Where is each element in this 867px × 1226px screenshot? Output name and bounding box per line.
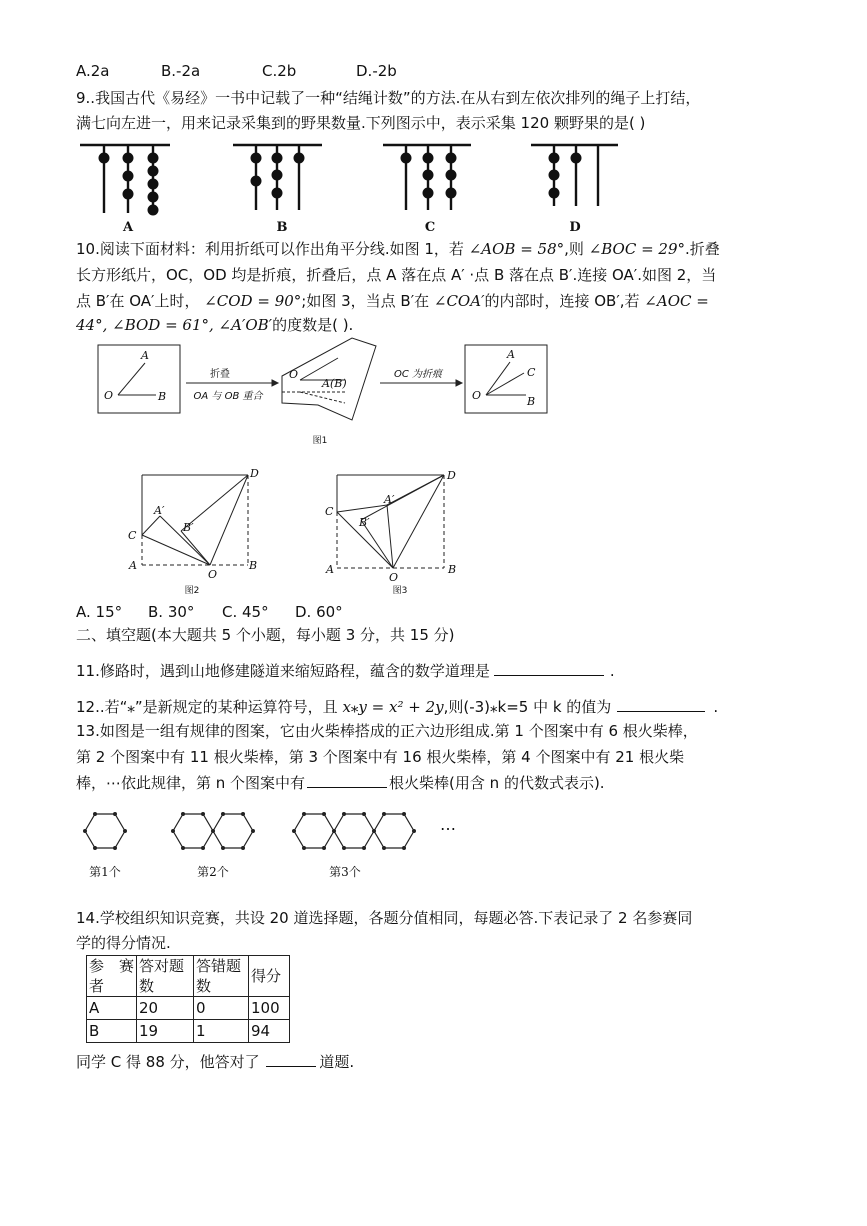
q9-line-2: 满七向左进一，用来记录采集到的野果数量.下列图示中，表示采集 120 颗野果的是( ): [76, 114, 646, 132]
table-cell: 1: [194, 1020, 249, 1043]
fig1-pt-o2: O: [289, 368, 299, 381]
q10-text-3c: 的内部时，连接 OB′,若: [484, 292, 645, 310]
table-row: [87, 997, 290, 1020]
fig1-caption: 图1: [312, 436, 328, 446]
fig1-crease-label: OC 为折痕: [393, 369, 443, 380]
q12-end: .: [713, 698, 719, 716]
q14-tail: [76, 1051, 796, 1073]
fig1-pt-b: B: [158, 390, 167, 403]
q8-option-c: C.2b: [262, 62, 297, 80]
q10-text-4b: 的度数是( ).: [272, 316, 354, 334]
table-cell: 0: [194, 997, 249, 1020]
fig1-overlap-label: OA 与 OB 重合: [193, 391, 263, 402]
q8-option-d: D.-2b: [356, 62, 397, 80]
q13-caption-3: 第3个: [329, 865, 361, 879]
q10-text-1c: .折叠: [685, 240, 720, 258]
q13-caption-1: 第1个: [89, 865, 121, 879]
fig2-pt-b: B: [249, 559, 258, 572]
q12-math: x⁎y = x² + 2y: [342, 698, 444, 716]
q12-text-b: ”是新规定的某种运算符号，且: [134, 698, 343, 716]
q14-line-1: 14.学校组织知识竞赛，共设 20 道选择题，各题分值相同，每题必答.下表记录了 2 名参赛同: [76, 909, 693, 927]
q10-math-aob: ∠AOB = 58°: [468, 240, 565, 258]
table-header-cell: [194, 956, 249, 997]
fig1-pt-a2: A: [507, 348, 515, 361]
q13-line-2: 第 2 个图案中有 11 根火柴棒，第 3 个图案中有 16 根火柴棒，第 4 个图案中有 21 根火柴: [76, 748, 685, 766]
q10-option-d: D. 60°: [295, 603, 343, 621]
q10-text-1a: 10.阅读下面材料：利用折纸可以作出角平分线.如图 1，若: [76, 240, 469, 258]
fig1-pt-ab: A(B): [322, 377, 347, 390]
table-row: [87, 1020, 290, 1043]
fig2-pt-c: C: [128, 529, 137, 542]
q10-math-coa: ∠COA′: [433, 292, 485, 310]
table-header-cell: [249, 956, 290, 997]
q10-math-boc: ∠BOC = 29°: [588, 240, 686, 258]
q14-score-table: [86, 955, 290, 1043]
q10-option-c: C. 45°: [222, 603, 269, 621]
q9-label-d: D: [569, 220, 581, 235]
fig3-pt-a-prime: A′: [384, 493, 395, 506]
header-line: 得分: [251, 967, 282, 985]
fig2-pt-b-prime: B′: [183, 521, 194, 534]
header-line: 答错题: [196, 957, 242, 975]
q10-text-3b: ;如图 3，当点 B′在: [301, 292, 434, 310]
q12-text-c: ,则(-3)⁎k=5 中 k 的值为: [443, 698, 612, 716]
q14-tail-b: 道题.: [319, 1053, 355, 1071]
fig2-pt-a: A: [129, 559, 137, 572]
section-2-title: 二、填空题(本大题共 5 个小题，每小题 3 分，共 15 分): [76, 626, 455, 644]
q10-text-3a: 点 B′在 OA′上时，: [76, 292, 205, 310]
q10-line-2: 长方形纸片，OC，OD 均是折痕，折叠后，点 A 落在点 A′ ·点 B 落在点 B′.连接 OA′.如图 2，当: [76, 266, 717, 284]
q10-math-aoc: ∠AOC =: [644, 292, 709, 310]
fig2-caption: 图2: [184, 586, 200, 596]
header-line: 参 赛: [89, 957, 135, 975]
fig1-pt-o3: O: [472, 389, 482, 402]
table-cell: 20: [137, 997, 194, 1020]
q10-option-a: A. 15°: [76, 603, 123, 621]
q8-option-b: B.-2a: [161, 62, 201, 80]
q10-math-cod: ∠COD = 90°: [204, 292, 302, 310]
table-header-cell: [137, 956, 194, 997]
header-line: 数: [139, 977, 155, 995]
table-header-cell: [87, 956, 137, 997]
q11-text: 11.修路时，遇到山地修建隧道来缩短路程，蕴含的数学道理是: [76, 662, 490, 680]
q9-label-a: A: [122, 220, 134, 235]
fig2-pt-o: O: [208, 568, 218, 581]
q12-text-a: 12..若“: [76, 698, 128, 716]
table-header-row: [87, 956, 290, 997]
fig1-pt-a: A: [141, 349, 149, 362]
q14-tail-a: 同学 C 得 88 分，他答对了: [76, 1053, 265, 1071]
q13-text-3a: 棒，⋯依此规律，第 n 个图案中有: [76, 774, 306, 792]
q10-option-b: B. 30°: [148, 603, 195, 621]
header-line: 者: [89, 977, 105, 995]
fig3-pt-d: D: [447, 469, 456, 482]
table-cell: A: [87, 997, 137, 1020]
fig3-pt-c: C: [325, 505, 334, 518]
q8-option-a: A.2a: [76, 62, 110, 80]
table-cell: B: [87, 1020, 137, 1043]
fig3-pt-b: B: [448, 563, 457, 576]
table-cell: 100: [249, 997, 290, 1020]
header-line: 数: [196, 977, 212, 995]
q9-label-c: C: [424, 220, 436, 235]
q10-text-1b: ,则: [564, 240, 589, 258]
q13-ellipsis: ⋯: [440, 819, 456, 838]
fig3-pt-o: O: [389, 571, 399, 584]
q13-caption-2: 第2个: [197, 865, 229, 879]
q14-line-2: 学的得分情况.: [76, 934, 171, 952]
header-line: 答对题: [139, 957, 185, 975]
fig1-fold-label: 折叠: [210, 369, 230, 380]
fig3-pt-b-prime: B′: [359, 516, 370, 529]
fig2-pt-a-prime: A′: [154, 504, 165, 517]
q9-label-b: B: [276, 220, 288, 235]
table-cell: 19: [137, 1020, 194, 1043]
q11-end: .: [609, 662, 615, 680]
fig1-pt-o: O: [104, 389, 114, 402]
q13-line-1: 13.如图是一组有规律的图案，它由火柴棒搭成的正六边形组成.第 1 个图案中有 6 根火柴棒，: [76, 722, 698, 740]
fig3-pt-a: A: [326, 563, 334, 576]
fig1-pt-b2: B: [527, 395, 536, 408]
q13-text-3b: 根火柴棒(用含 n 的代数式表示).: [389, 774, 605, 792]
q14-answer-blank: [266, 1052, 316, 1067]
fig3-caption: 图3: [392, 586, 408, 596]
fig2-pt-d: D: [250, 467, 259, 480]
q9-line-1: 9..我国古代《易经》一书中记载了一种“结绳计数”的方法.在从右到左依次排列的绳子上打结，: [76, 89, 701, 107]
table-cell: 94: [249, 1020, 290, 1043]
q10-math-bod: 44°, ∠BOD = 61°, ∠A′OB′: [76, 316, 273, 334]
fig1-pt-c: C: [527, 366, 536, 379]
q12-symbol: ⁎: [127, 698, 135, 716]
